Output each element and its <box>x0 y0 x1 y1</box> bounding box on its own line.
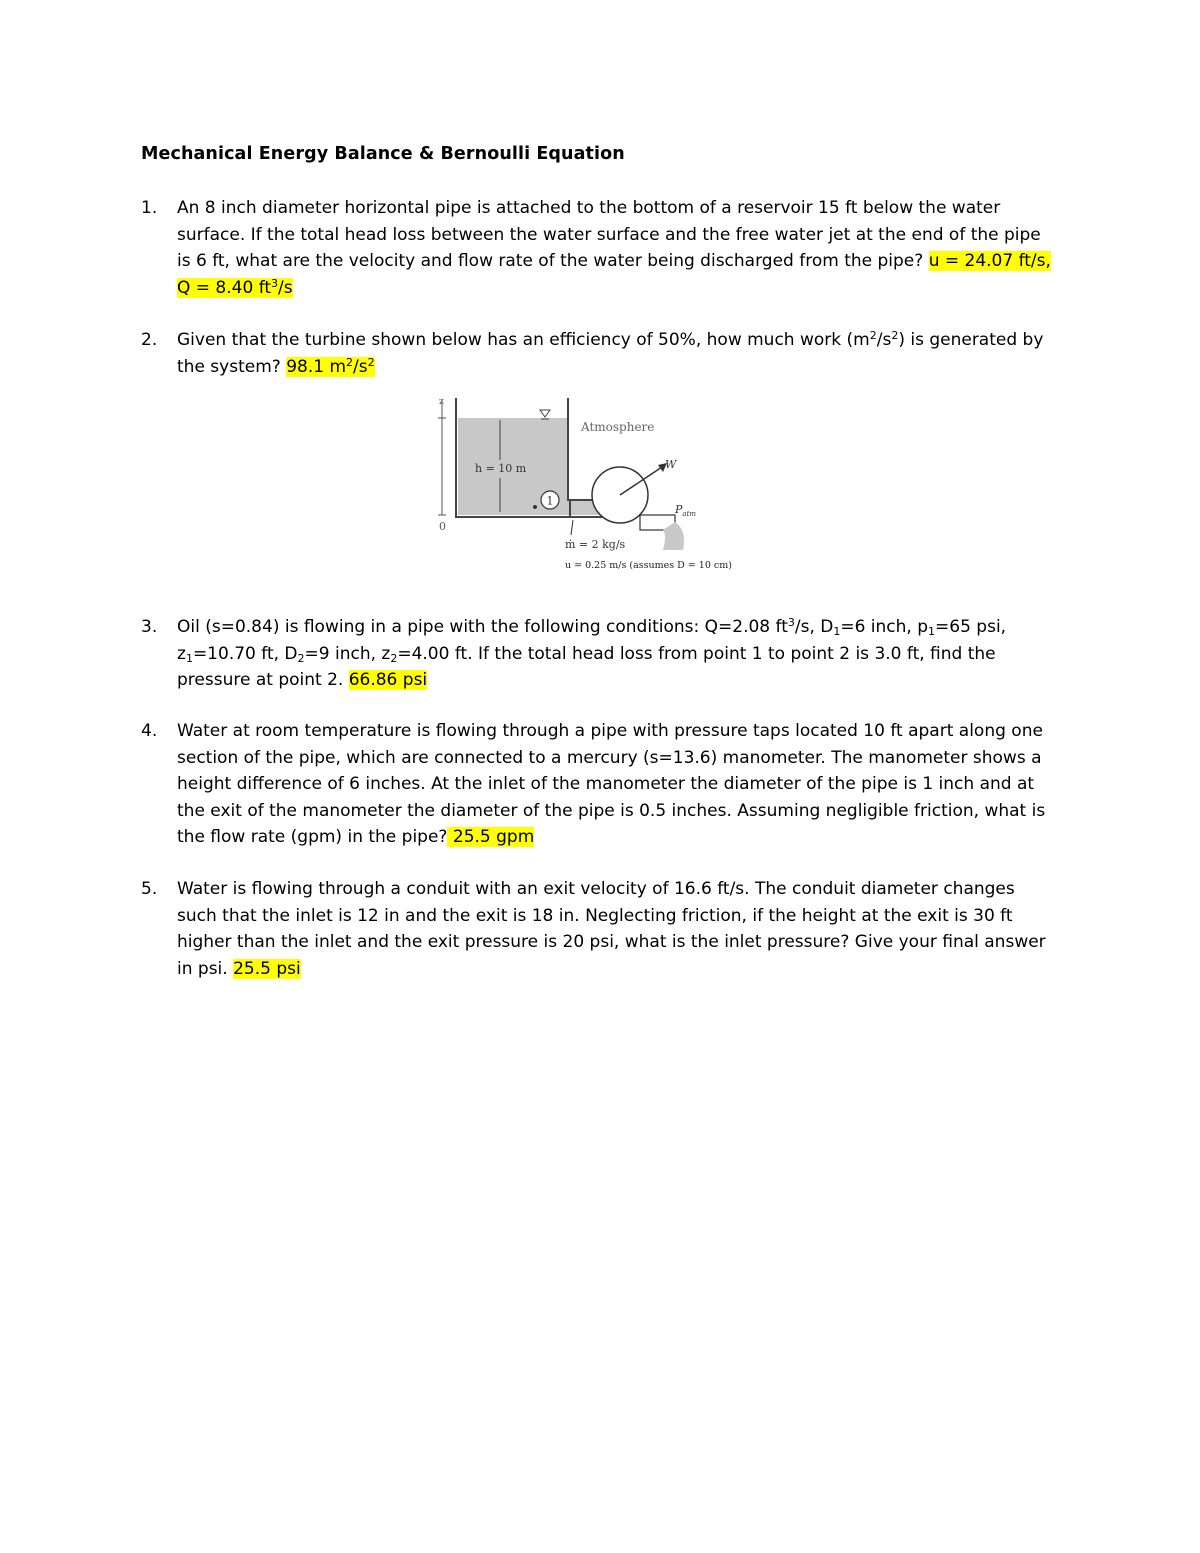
question-text: =9 inch, z <box>304 643 391 664</box>
problem-number: 2. <box>141 330 158 350</box>
question-text: An 8 inch diameter horizontal pipe is attached to the bottom of a reservoir 15 ft below the water surface. If the total head loss between the water surface and the free water jet at the end of the pipe is 6 ft, what are the velocity and flow rate of the water being discharged from the pipe? <box>177 198 1041 271</box>
superscript: 2 <box>869 329 877 342</box>
answer-text: /s <box>353 356 368 377</box>
velocity-note: u = 0.25 m/s (assumes D = 10 cm) <box>565 560 732 571</box>
zero-label: 0 <box>439 520 446 533</box>
question-text: Water is flowing through a conduit with an exit velocity of 16.6 ft/s. The conduit diameter changes such that the inlet is 12 in and the exit is 18 in. Neglecting friction, if the height at the exit is 30 ft higher than the inlet and the exit pressure is 20 psi, what is the inlet pressure? Give your final answer in psi. <box>177 879 1046 979</box>
subscript: 1 <box>928 625 936 638</box>
superscript: 2 <box>346 355 354 369</box>
answer-highlight: 25.5 gpm <box>447 827 535 847</box>
superscript: 2 <box>367 355 375 369</box>
work-label: W <box>665 458 677 471</box>
problem-1 <box>141 195 1051 301</box>
answer-text: 98.1 m <box>286 356 347 377</box>
answer-highlight <box>286 357 374 377</box>
question-text: /s, D <box>794 617 834 637</box>
problem-3 <box>141 614 1051 694</box>
answer-text: u = 24.07 ft/s, Q = 8.40 ft <box>177 251 1051 298</box>
problem-text <box>177 327 1051 380</box>
answer-text-end: /s <box>278 277 293 298</box>
question-text: ) is generated by the system? <box>177 330 1044 377</box>
turbine-diagram <box>425 390 775 575</box>
document-title: Mechanical Energy Balance & Bernoulli Equation <box>141 144 625 164</box>
atmosphere-label: Atmosphere <box>581 420 655 434</box>
free-surface-marker <box>540 410 550 417</box>
superscript: 2 <box>891 329 899 342</box>
subscript: 1 <box>833 625 841 638</box>
superscript: 3 <box>271 276 279 290</box>
answer-highlight: 66.86 psi <box>348 670 428 690</box>
question-text: Oil (s=0.84) is flowing in a pipe with the following conditions: Q=2.08 ft <box>177 617 788 637</box>
problem-number: 5. <box>141 879 158 899</box>
subscript: 2 <box>297 651 305 665</box>
mass-flow-label: ṁ = 2 kg/s <box>565 538 626 551</box>
point-1-dot <box>533 505 537 509</box>
question-text: =6 inch, p <box>840 617 929 637</box>
patm-label: $P_{atm}$ <box>675 503 697 518</box>
problem-text <box>177 876 1051 982</box>
question-text: /s <box>876 330 892 350</box>
problem-text <box>177 614 1051 694</box>
problem-text <box>177 195 1051 301</box>
problem-2 <box>141 327 1051 380</box>
superscript: 3 <box>787 616 795 629</box>
problem-number: 1. <box>141 198 158 218</box>
question-text: =65 psi, z <box>177 617 1007 664</box>
answer-highlight: 25.5 psi <box>233 958 301 979</box>
problem-number: 4. <box>141 721 158 741</box>
head-label: h = 10 m <box>475 462 527 475</box>
problem-5 <box>141 876 1051 982</box>
subscript: 2 <box>390 651 398 665</box>
question-text: Given that the turbine shown below has an efficiency of 50%, how much work (m <box>177 330 870 350</box>
question-text: =10.70 ft, D <box>192 643 298 664</box>
problem-number: 3. <box>141 617 158 637</box>
problem-4 <box>141 718 1051 851</box>
subscript: 1 <box>185 651 193 665</box>
turbine-diagram-svg <box>425 390 775 575</box>
question-text: Water at room temperature is flowing through a pipe with pressure taps located 10 ft apart along one section of the pipe, which are connected to a mercury (s=13.6) manometer. The manometer shows a height difference of 6 inches. At the inlet of the manometer the diameter of the pipe is 1 inch and at the exit of the manometer the diameter of the pipe is 0.5 inches. Assuming negligible friction, what is the flow rate (gpm) in the pipe? <box>177 721 1046 847</box>
z-axis-label: z <box>439 397 444 407</box>
point-1-label: 1 <box>546 494 554 508</box>
problem-text <box>177 718 1051 851</box>
question-text: =4.00 ft. If the total head loss from point 1 to point 2 is 3.0 ft, find the pressure at point 2. <box>177 643 996 690</box>
mass-flow-tick <box>571 520 573 535</box>
